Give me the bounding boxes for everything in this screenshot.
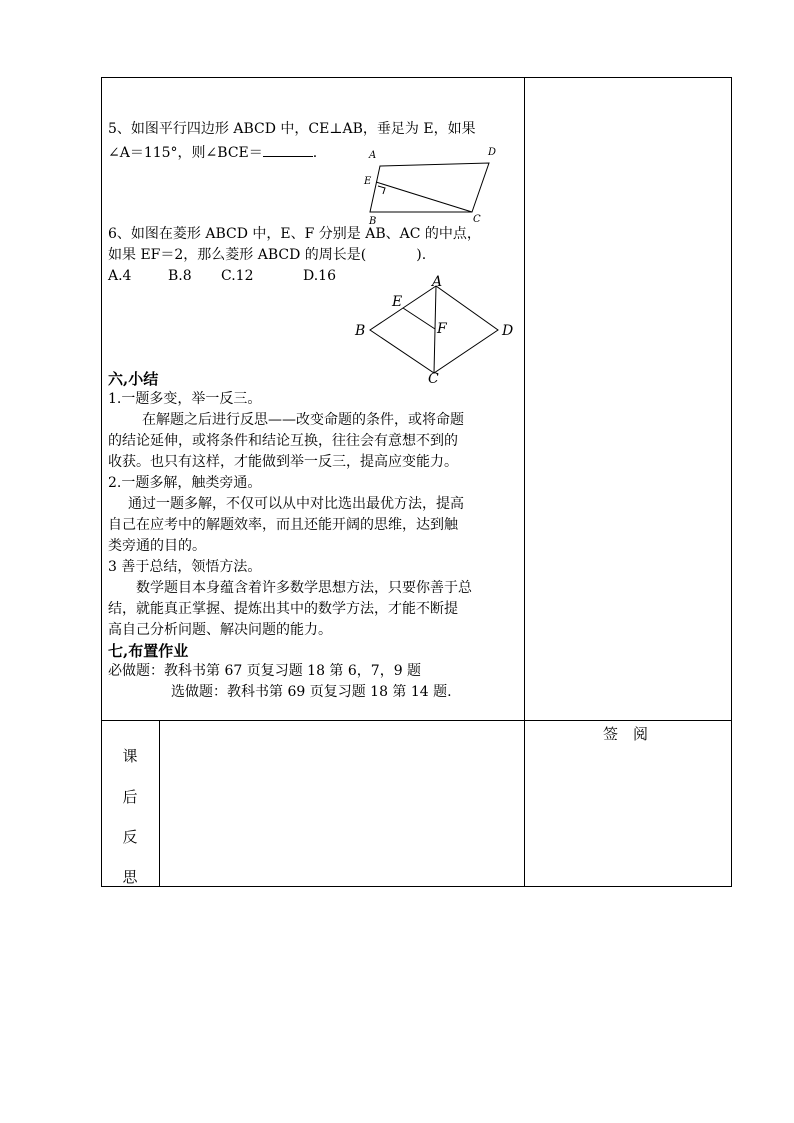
q5-answer-blank [263,142,313,157]
q5-line1: 5、如图平行四边形 ABCD 中，CE⊥AB，垂足为 E，如果 [108,121,476,137]
q6-line2 [108,245,426,266]
q5-label-b: B [369,216,377,227]
signoff-label: 签 阅 [603,725,649,743]
q6-line2-suffix: ). [416,247,427,263]
table-right-border [731,77,732,887]
q5-label-c: C [473,214,481,225]
q5-parallelogram-figure [355,145,515,225]
table-row-divider [101,720,732,721]
summary-p3-line: 结，就能真正掌握、提炼出其中的数学方法，才能不断提 [108,601,458,617]
summary-p2-line: 类旁通的目的。 [108,538,206,554]
homework-required: 必做题：教科书第 67 页复习题 18 第 6，7，9 题 [108,663,422,679]
q5-label-d: D [488,147,497,158]
q6-option-b: B.8 [168,268,192,284]
table-bottom-border [101,886,732,887]
q6-label-a: A [432,274,443,290]
q6-label-b: B [355,323,366,339]
table-left-border [101,77,102,887]
q5-parallelogram-shape [370,163,489,212]
q6-diagonal-ac [434,286,436,373]
summary-p1-line: 收获。也只有这样，才能做到举一反三，提高应变能力。 [108,454,458,470]
table-top-border [101,77,732,78]
reflection-char: 反 [122,828,138,846]
q5-line2-suffix: . [312,145,318,161]
q5-line2-prefix: ∠A＝115°，则∠BCE＝ [108,145,263,161]
summary-p1-title: 1.一题多变，举一反三。 [108,391,262,407]
q6-option-a: A.4 [108,268,132,284]
homework-optional: 选做题：教科书第 69 页复习题 18 第 14 题. [171,684,452,700]
summary-p3-line: 高自己分析问题、解决问题的能力。 [108,622,332,638]
summary-p3-line: 数学题目本身蕴含着许多数学思想方法，只要你善于总 [136,580,472,596]
q6-label-e: E [392,294,403,310]
q6-option-c: C.12 [221,268,254,284]
summary-p2-line: 通过一题多解，不仅可以从中对比选出最优方法，提高 [128,496,464,512]
q6-option-d: D.16 [303,268,336,284]
q6-label-f: F [437,321,447,337]
q5-right-angle-mark [378,186,385,194]
q6-segment-ef [403,308,435,329]
q5-line2 [108,142,317,164]
q6-line2-prefix: 如果 EF＝2，那么菱形 ABCD 的周长是( [108,247,367,263]
q5-segment-ce [376,182,472,212]
reflection-char: 课 [122,747,138,765]
q5-label-a: A [369,150,377,161]
q6-rhombus-figure [350,275,530,385]
q6-label-d: D [502,323,514,339]
summary-p1-line: 的结论延伸，或将条件和结论互换，往往会有意想不到的 [108,433,458,449]
reflection-char: 后 [122,788,138,806]
table-center-divider [524,77,525,887]
reflection-char: 思 [122,868,138,886]
summary-p2-title: 2.一题多解，触类旁通。 [108,475,262,491]
q5-label-e: E [364,176,372,187]
q6-line1: 6、如图在菱形 ABCD 中，E、F 分别是 AB、AC 的中点， [108,226,481,242]
homework-heading: 七,布置作业 [108,642,189,660]
q6-label-c: C [428,371,439,387]
summary-p2-line: 自己在应考中的解题效率，而且还能开阔的思维，达到触 [108,517,458,533]
reflection-label-divider [159,720,160,886]
summary-p3-title: 3 善于总结，领悟方法。 [108,559,262,575]
summary-p1-line: 在解题之后进行反思——改变命题的条件，或将命题 [142,412,464,428]
summary-heading: 六,小结 [108,370,159,388]
